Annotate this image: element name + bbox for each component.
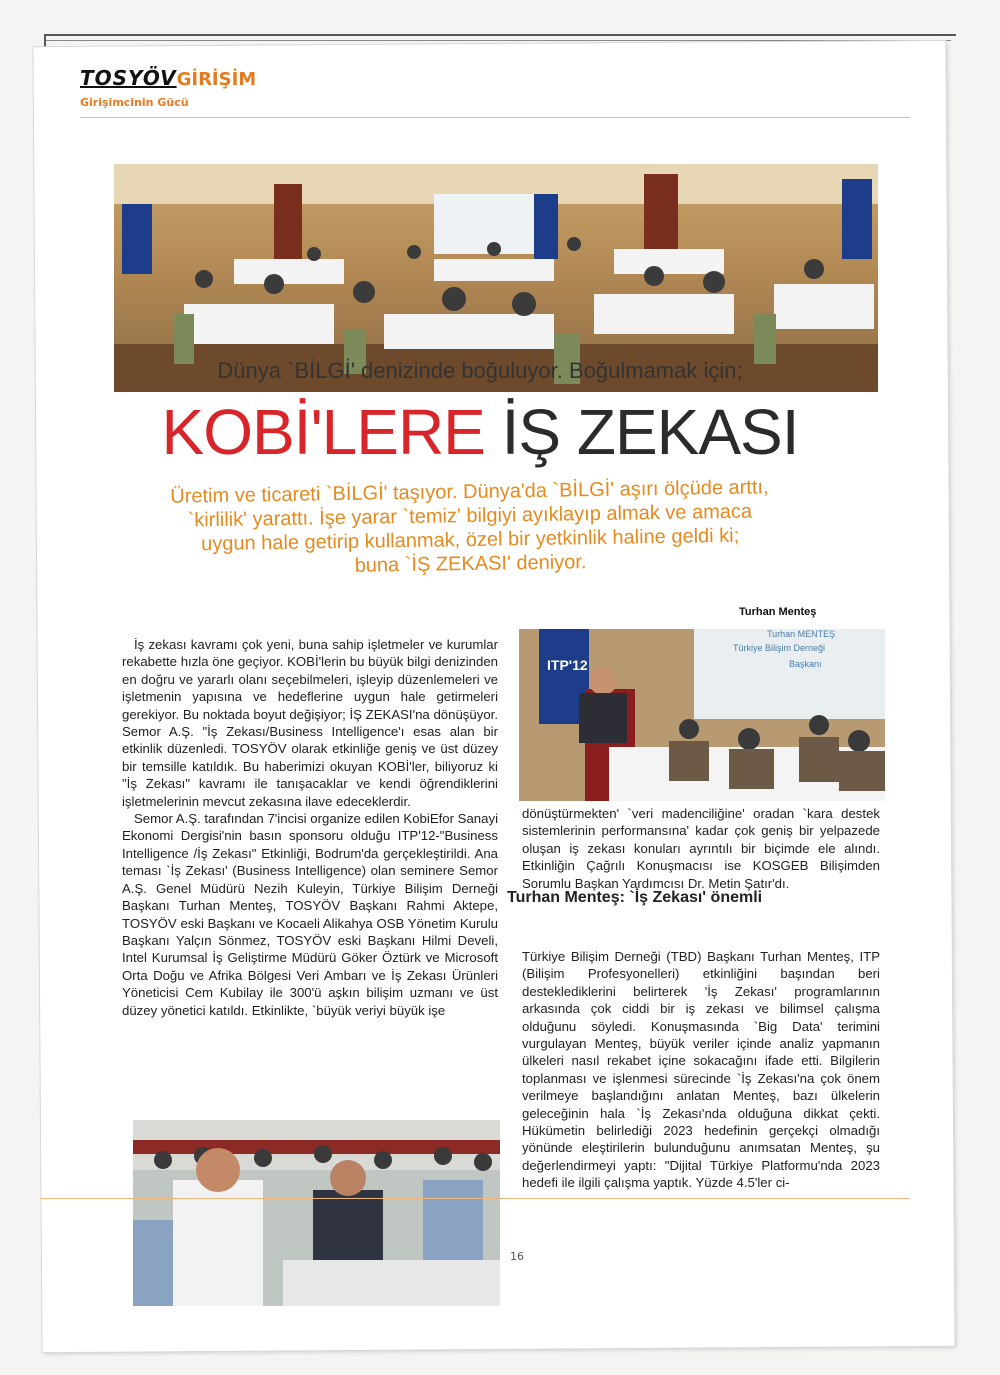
section-title: GİRİŞİM (176, 69, 257, 90)
header-rule (80, 117, 910, 118)
article-headline (120, 395, 840, 469)
body-column-right-bottom (522, 948, 880, 1192)
body-paragraph: Semor A.Ş. tarafından 7'incisi organize edilen KobiEfor Sanayi Ekonomi Dergisi'nin basın sponsoru olduğu ITP'12-"Business Intelligence /İş Zekası" Etkinliği, Bodrum'da gerçekleştirildi. Ana teması `İş Zekası' (Business Intelligence) olan seminere Semor A.Ş. Genel Müdürü Nezih Kuleyin, Türkiye Bilişim Derneği Başkanı Turhan Menteş, TOSYÖV Başkanı Rahmi Aktepe, TOSYÖV eski Başkanı ve Kocaeli Alikahya OSB Yönetim Kurulu Başkanı Yalçın Sönmez, TOSYÖV eski Başkanı Hilmi Develi, Intel Kurumsal İş Geliştirme Müdürü Göker Öztürk ve Microsoft Orta Doğu ve Afrika Bölgesi Veri Ambarı ve İş Zekası Ürünleri Yöneticisi Cem Kubilay ile 300'ü aşkın bilişim uzmanı ve üst düzey yönetici katıldı. Etkinlikte, `büyük veriyi büyük işe (122, 811, 498, 1018)
speaker-photo (519, 629, 885, 801)
headline-part-2: İŞ ZEKASI (501, 396, 799, 468)
audience-image (133, 1120, 500, 1306)
page-number: 16 (510, 1250, 524, 1263)
slide-role: Başkanı (789, 659, 822, 669)
body-column-left (122, 636, 498, 1019)
lead-paragraph (109, 474, 830, 581)
lead-line: Üretim ve ticareti `BİLGİ' taşıyor. Dünya'da `BİLGİ' aşırı ölçüde arttı, (170, 476, 769, 508)
audience-photo (133, 1120, 500, 1306)
section-subheading: Turhan Menteş: `İş Zekası' önemli (507, 889, 763, 906)
section-logo (80, 66, 256, 109)
speaker-image (519, 629, 885, 801)
kicker-text: Dünya `BİLGİ' denizinde boğuluyor. Boğulmamak için; (217, 358, 743, 383)
body-paragraph: İş zekası kavramı çok yeni, buna sahip işletmeler ve kurumlar rekabette hızla öne geçiyor. KOBİ'lerin bu büyük bilgi denizinden en doğru ve yararlı olanı seçebilmeleri, işleyip düzenlemeleri ve işletmenin yapısına ve hedeflerine uygun hale getirmeleri gerekiyor. Bu noktada boyut değişiyor; İŞ ZEKASI'na dönüşüyor. Semor A.Ş. "İş Zekası/Business Intelligence'ı esas alan bir etkinlik düzenledi. TOSYÖV olarak etkinliğe geniş ve üst düzey bir temsille katıldık. Bu haberimizi okuyan KOBİ'ler, biliyoruz ki "İş Zekası" kavramı ile tanışacaklar ve kendi öğrendiklerini işletmelerinin mevcut zekasına ilave edeceklerdir. (122, 637, 498, 809)
lead-line: uygun hale getirip kullanmak, özel bir yetkinlik haline geldi ki; (201, 524, 740, 556)
photo-caption: Turhan Menteş (739, 606, 817, 618)
section-subtitle: Girişimcinin Gücü (80, 96, 189, 109)
slide-org: Türkiye Bilişim Derneği (733, 643, 826, 653)
brand-logo: TOSYÖV (80, 66, 177, 90)
slide-title: Turhan MENTEŞ (767, 629, 836, 639)
body-paragraph: dönüştürmekten' `veri madenciliğine' oradan `kara destek sistemlerinin performansına' kadar çok geniş bir yelpazede oluşan iş zekası konuları ayrıntılı bir biçimde ele alındı. Etkinliğin Çağrılı Konuşmacısı ise KOSGEB Bilişimden Sorumlu Başkan Yardımcısı Dr. Metin Şatır'dı. (522, 806, 880, 891)
lead-line: `kirlilik' yarattı. İşe yarar `temiz' bilgiyi ayıklayıp almak ve amaca (187, 500, 753, 532)
headline-part-1: KOBİ'LERE (161, 396, 485, 468)
itp-banner-label: ITP'12 (547, 657, 588, 673)
lead-line: buna `İŞ ZEKASI' deniyor. (354, 551, 587, 577)
body-column-right-top (522, 805, 880, 892)
footer-rule (40, 1198, 910, 1199)
body-paragraph: Türkiye Bilişim Derneği (TBD) Başkanı Turhan Menteş, ITP (Bilişim Profesyonelleri) etkinliğini başından beri desteklediklerini belirterek 'İş Zekası' programlarının arkasında çok ciddi bir iş zekası ve bilimsel çalışma olduğunu söyledi. Konuşmasında `Big Data' terimini vurgulayan Menteş, büyük veriler içinde analiz yapmanın ülkeleri nasıl rekabet içine sokacağını ifade etti. Bilgilerin toplanması ve işlenmesi sürecinde `İş Zekası'na çok önem verilmeye başlandığını anlatan Menteş, bazı ülkelerin geleceğinin hala `İş Zekası'nda olduğuna dikkat çekti. Hükümetin belirlediği 2023 hedefinin gerçekçi olmadığı yönünde eleştirilerin bulunduğunu anımsatan Menteş, şu değerlendirmeyi yaptı: "Dijital Türkiye Platformu'nda 2023 hedefi ile ilgili çalışma yaptık. Yüzde 4.5'ler ci- (522, 949, 880, 1191)
